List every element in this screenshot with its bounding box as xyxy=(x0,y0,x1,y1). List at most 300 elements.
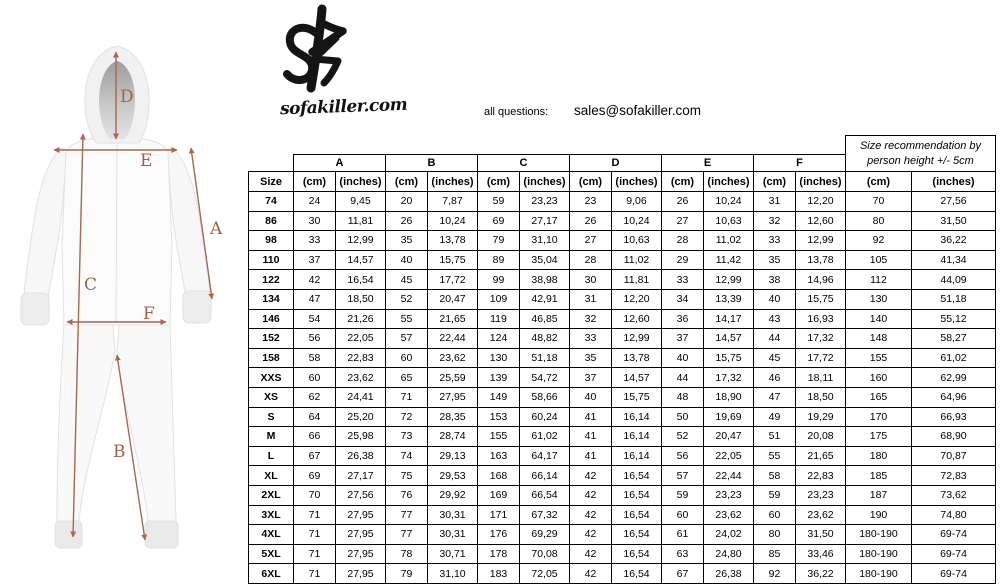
size-label: 110 xyxy=(249,250,294,270)
measurement-cell: 85 xyxy=(754,544,796,564)
measurement-cell: 56 xyxy=(662,446,704,466)
measurement-cell: 14,57 xyxy=(704,329,754,349)
measurement-cell: 178 xyxy=(478,544,520,564)
measurement-cell: 16,14 xyxy=(612,446,662,466)
measurement-cell: 26 xyxy=(662,192,704,212)
size-label: 122 xyxy=(249,270,294,290)
measurement-cell: 163 xyxy=(478,446,520,466)
measurement-cell: 16,14 xyxy=(612,407,662,427)
table-row xyxy=(249,446,996,466)
measurement-cell: 36,22 xyxy=(912,231,996,251)
measure-label-c: C xyxy=(84,275,98,295)
measurement-cell: 17,32 xyxy=(704,368,754,388)
measurement-cell: 33 xyxy=(294,231,336,251)
size-label: 3XL xyxy=(249,505,294,525)
unit-inches: (inches) xyxy=(428,172,478,192)
measurement-cell: 165 xyxy=(846,387,912,407)
measurement-cell: 92 xyxy=(754,564,796,584)
measurement-cell: 42 xyxy=(570,485,612,505)
column-header-c: C xyxy=(478,155,570,172)
measurement-cell: 54,72 xyxy=(520,368,570,388)
measurement-cell: 30,31 xyxy=(428,505,478,525)
measurement-cell: 21,65 xyxy=(428,309,478,329)
measure-label-e: E xyxy=(140,151,153,171)
measurement-cell: 61 xyxy=(662,525,704,545)
measurement-cell: 16,54 xyxy=(612,544,662,564)
unit-cm: (cm) xyxy=(662,172,704,192)
measurement-cell: 27,56 xyxy=(336,485,386,505)
measurement-cell: 58 xyxy=(294,348,336,368)
measurement-cell: 10,63 xyxy=(704,211,754,231)
measurement-cell: 23,62 xyxy=(796,505,846,525)
garment-diagram xyxy=(0,0,250,584)
measurement-cell: 52 xyxy=(386,289,428,309)
measurement-cell: 16,54 xyxy=(612,525,662,545)
measurement-cell: 140 xyxy=(846,309,912,329)
table-row xyxy=(249,427,996,447)
measurement-cell: 99 xyxy=(478,270,520,290)
measurement-cell: 70,08 xyxy=(520,544,570,564)
measurement-cell: 24,80 xyxy=(704,544,754,564)
measurement-cell: 180-190 xyxy=(846,525,912,545)
measurement-cell: 71 xyxy=(386,387,428,407)
measurement-cell: 27,95 xyxy=(336,525,386,545)
measurement-cell: 168 xyxy=(478,466,520,486)
table-row xyxy=(249,368,996,388)
measurement-cell: 22,83 xyxy=(796,466,846,486)
measurement-cell: 17,72 xyxy=(428,270,478,290)
measurement-cell: 47 xyxy=(294,289,336,309)
measurement-cell: 80 xyxy=(846,211,912,231)
measurement-cell: 48,82 xyxy=(520,329,570,349)
measurement-cell: 52 xyxy=(662,427,704,447)
measurement-cell: 66 xyxy=(294,427,336,447)
measurement-cell: 56 xyxy=(294,329,336,349)
unit-cm: (cm) xyxy=(570,172,612,192)
measurement-cell: 28 xyxy=(570,250,612,270)
measurement-cell: 62,99 xyxy=(912,368,996,388)
measurement-cell: 15,75 xyxy=(612,387,662,407)
measurement-cell: 64,17 xyxy=(520,446,570,466)
measurement-cell: 16,54 xyxy=(612,466,662,486)
measurement-cell: 58,66 xyxy=(520,387,570,407)
unit-cm: (cm) xyxy=(478,172,520,192)
measurement-cell: 44 xyxy=(754,329,796,349)
measurement-cell: 26,38 xyxy=(704,564,754,584)
measurement-cell: 16,54 xyxy=(612,505,662,525)
measurement-cell: 71 xyxy=(294,525,336,545)
table-row xyxy=(249,309,996,329)
measurement-cell: 43 xyxy=(754,309,796,329)
measurement-cell: 153 xyxy=(478,407,520,427)
measurement-cell: 66,54 xyxy=(520,485,570,505)
measurement-cell: 23,23 xyxy=(796,485,846,505)
measurement-cell: 33,46 xyxy=(796,544,846,564)
measurement-cell: 35 xyxy=(570,348,612,368)
measurement-cell: 60,24 xyxy=(520,407,570,427)
measurement-cell: 58,27 xyxy=(912,329,996,349)
measurement-cell: 34 xyxy=(662,289,704,309)
size-label: 86 xyxy=(249,211,294,231)
measurement-cell: 29,13 xyxy=(428,446,478,466)
measurement-cell: 27,95 xyxy=(336,505,386,525)
measurement-cell: 29 xyxy=(662,250,704,270)
size-label: 2XL xyxy=(249,485,294,505)
measurement-cell: 28 xyxy=(662,231,704,251)
measurement-cell: 32 xyxy=(570,309,612,329)
measurement-cell: 27 xyxy=(570,231,612,251)
measurement-cell: 18,50 xyxy=(796,387,846,407)
measurement-cell: 41,34 xyxy=(912,250,996,270)
measurement-cell: 42 xyxy=(570,505,612,525)
measurement-cell: 59 xyxy=(662,485,704,505)
measurement-cell: 55,12 xyxy=(912,309,996,329)
measurement-cell: 51,18 xyxy=(912,289,996,309)
measurement-cell: 19,29 xyxy=(796,407,846,427)
measurement-cell: 72 xyxy=(386,407,428,427)
column-header-f: F xyxy=(754,155,846,172)
measurement-cell: 40 xyxy=(386,250,428,270)
measurement-cell: 32 xyxy=(754,211,796,231)
measurement-cell: 21,26 xyxy=(336,309,386,329)
measurement-cell: 62 xyxy=(294,387,336,407)
measurement-cell: 77 xyxy=(386,505,428,525)
measurement-cell: 16,14 xyxy=(612,427,662,447)
measurement-cell: 19,69 xyxy=(704,407,754,427)
measurement-cell: 80 xyxy=(754,525,796,545)
measurement-cell: 38,98 xyxy=(520,270,570,290)
measurement-cell: 45 xyxy=(754,348,796,368)
measurement-cell: 70,87 xyxy=(912,446,996,466)
measurement-cell: 71 xyxy=(294,564,336,584)
measurement-cell: 69 xyxy=(294,466,336,486)
measurement-cell: 38 xyxy=(754,270,796,290)
measurement-cell: 70 xyxy=(294,485,336,505)
measurement-cell: 68,90 xyxy=(912,427,996,447)
measurement-cell: 190 xyxy=(846,505,912,525)
measurement-cell: 22,05 xyxy=(704,446,754,466)
unit-inches: (inches) xyxy=(612,172,662,192)
measurement-cell: 36,22 xyxy=(796,564,846,584)
measurement-cell: 79 xyxy=(478,231,520,251)
measurement-cell: 46,85 xyxy=(520,309,570,329)
measurement-cell: 27,17 xyxy=(520,211,570,231)
measurement-cell: 33 xyxy=(570,329,612,349)
measurement-cell: 27 xyxy=(662,211,704,231)
measurement-cell: 26,38 xyxy=(336,446,386,466)
size-label: 152 xyxy=(249,329,294,349)
size-label: S xyxy=(249,407,294,427)
measurement-cell: 12,99 xyxy=(704,270,754,290)
measurement-cell: 15,75 xyxy=(428,250,478,270)
unit-inches: (inches) xyxy=(520,172,570,192)
table-row xyxy=(249,466,996,486)
measurement-cell: 69 xyxy=(478,211,520,231)
measurement-cell: 20 xyxy=(386,192,428,212)
measurement-cell: 20,47 xyxy=(428,289,478,309)
measurement-cell: 67 xyxy=(662,564,704,584)
measurement-cell: 11,02 xyxy=(612,250,662,270)
measurement-cell: 42 xyxy=(294,270,336,290)
size-label: 5XL xyxy=(249,544,294,564)
measure-label-a: A xyxy=(210,219,223,239)
measurement-cell: 31,50 xyxy=(796,525,846,545)
measurement-cell: 25,98 xyxy=(336,427,386,447)
measurement-cell: 24 xyxy=(294,192,336,212)
measurement-cell: 18,90 xyxy=(704,387,754,407)
measurement-cell: 51 xyxy=(754,427,796,447)
column-header-a: A xyxy=(294,155,386,172)
measurement-cell: 75 xyxy=(386,466,428,486)
measurement-cell: 31 xyxy=(570,289,612,309)
measurement-cell: 37 xyxy=(662,329,704,349)
measurement-cell: 57 xyxy=(386,329,428,349)
measurement-cell: 44,09 xyxy=(912,270,996,290)
measurement-cell: 14,96 xyxy=(796,270,846,290)
measurement-cell: 67,32 xyxy=(520,505,570,525)
measurement-cell: 64,96 xyxy=(912,387,996,407)
measurement-cell: 61,02 xyxy=(912,348,996,368)
size-label: XXS xyxy=(249,368,294,388)
unit-inches: (inches) xyxy=(336,172,386,192)
measurement-cell: 33 xyxy=(662,270,704,290)
size-table xyxy=(248,135,996,584)
size-label: L xyxy=(249,446,294,466)
measurement-cell: 71 xyxy=(294,505,336,525)
unit-inches: (inches) xyxy=(796,172,846,192)
measurement-cell: 169 xyxy=(478,485,520,505)
size-label: XS xyxy=(249,387,294,407)
measurement-cell: 12,20 xyxy=(612,289,662,309)
measurement-cell: 12,60 xyxy=(796,211,846,231)
measurement-cell: 17,72 xyxy=(796,348,846,368)
size-label: XL xyxy=(249,466,294,486)
measurement-cell: 18,50 xyxy=(336,289,386,309)
measurement-cell: 170 xyxy=(846,407,912,427)
measurement-cell: 42 xyxy=(570,544,612,564)
measurement-cell: 60 xyxy=(294,368,336,388)
measurement-cell: 66,14 xyxy=(520,466,570,486)
measurement-cell: 76 xyxy=(386,485,428,505)
measurement-cell: 54 xyxy=(294,309,336,329)
measurement-cell: 46 xyxy=(754,368,796,388)
measurement-cell: 180 xyxy=(846,446,912,466)
measurement-cell: 10,24 xyxy=(704,192,754,212)
measurement-cell: 37 xyxy=(570,368,612,388)
unit-inches: (inches) xyxy=(704,172,754,192)
measurement-cell: 60 xyxy=(386,348,428,368)
measurement-cell: 155 xyxy=(478,427,520,447)
measurement-cell: 30 xyxy=(294,211,336,231)
measurement-cell: 27,17 xyxy=(336,466,386,486)
measurement-cell: 9,06 xyxy=(612,192,662,212)
measurement-cell: 25,20 xyxy=(336,407,386,427)
measurement-cell: 50 xyxy=(662,407,704,427)
measurement-cell: 28,74 xyxy=(428,427,478,447)
measurement-cell: 149 xyxy=(478,387,520,407)
measurement-cell: 14,57 xyxy=(612,368,662,388)
measure-label-f: F xyxy=(143,304,155,324)
measurement-cell: 16,93 xyxy=(796,309,846,329)
measurement-cell: 65 xyxy=(386,368,428,388)
table-row xyxy=(249,564,996,584)
measurement-cell: 63 xyxy=(662,544,704,564)
measurement-cell: 70 xyxy=(846,192,912,212)
measurement-cell: 11,81 xyxy=(612,270,662,290)
measurement-cell: 92 xyxy=(846,231,912,251)
measurement-cell: 41 xyxy=(570,427,612,447)
measurement-cell: 27,95 xyxy=(336,544,386,564)
unit-cm: (cm) xyxy=(754,172,796,192)
contact-label: all questions: xyxy=(484,106,549,118)
measurement-cell: 139 xyxy=(478,368,520,388)
measurement-cell: 51,18 xyxy=(520,348,570,368)
measurement-cell: 57 xyxy=(662,466,704,486)
column-header-d: D xyxy=(570,155,662,172)
contact-email: sales@sofakiller.com xyxy=(574,103,701,118)
table-row xyxy=(249,348,996,368)
measurement-cell: 171 xyxy=(478,505,520,525)
table-row xyxy=(249,407,996,427)
table-row xyxy=(249,387,996,407)
unit-cm: (cm) xyxy=(846,172,912,192)
measurement-cell: 183 xyxy=(478,564,520,584)
measurement-cell: 30,31 xyxy=(428,525,478,545)
measurement-cell: 119 xyxy=(478,309,520,329)
measure-label-b: B xyxy=(113,442,126,462)
measurement-cell: 7,87 xyxy=(428,192,478,212)
table-row xyxy=(249,270,996,290)
measurement-cell: 24,02 xyxy=(704,525,754,545)
measurement-cell: 42 xyxy=(570,525,612,545)
measurement-cell: 13,78 xyxy=(796,250,846,270)
measurement-cell: 69-74 xyxy=(912,525,996,545)
unit-inches: (inches) xyxy=(912,172,996,192)
measurement-cell: 176 xyxy=(478,525,520,545)
measurement-cell: 35,04 xyxy=(520,250,570,270)
size-label: 158 xyxy=(249,348,294,368)
measurement-cell: 155 xyxy=(846,348,912,368)
measurement-cell: 55 xyxy=(754,446,796,466)
measurement-cell: 55 xyxy=(386,309,428,329)
measurement-cell: 130 xyxy=(478,348,520,368)
measurement-cell: 20,08 xyxy=(796,427,846,447)
measurement-cell: 180-190 xyxy=(846,544,912,564)
measurement-cell: 31,50 xyxy=(912,211,996,231)
measurement-cell: 42,91 xyxy=(520,289,570,309)
measurement-cell: 11,42 xyxy=(704,250,754,270)
measurement-cell: 23 xyxy=(570,192,612,212)
measurement-cell: 112 xyxy=(846,270,912,290)
measurement-cell: 22,44 xyxy=(428,329,478,349)
size-label: M xyxy=(249,427,294,447)
measurement-cell: 26 xyxy=(570,211,612,231)
measurement-cell: 69-74 xyxy=(912,544,996,564)
measurement-cell: 49 xyxy=(754,407,796,427)
measurement-cell: 12,20 xyxy=(796,192,846,212)
table-row xyxy=(249,211,996,231)
measurement-cell: 12,60 xyxy=(612,309,662,329)
measurement-cell: 60 xyxy=(662,505,704,525)
measurement-cell: 130 xyxy=(846,289,912,309)
measurement-cell: 89 xyxy=(478,250,520,270)
measurement-cell: 22,05 xyxy=(336,329,386,349)
unit-cm: (cm) xyxy=(386,172,428,192)
measurement-cell: 71 xyxy=(294,544,336,564)
measurement-cell: 29,92 xyxy=(428,485,478,505)
measurement-cell: 13,78 xyxy=(428,231,478,251)
measurement-cell: 22,83 xyxy=(336,348,386,368)
column-header-b: B xyxy=(386,155,478,172)
measurement-cell: 66,93 xyxy=(912,407,996,427)
measure-label-d: D xyxy=(120,87,134,107)
measurement-cell: 12,99 xyxy=(336,231,386,251)
unit-cm: (cm) xyxy=(294,172,336,192)
measurement-cell: 26 xyxy=(386,211,428,231)
measurement-cell: 11,81 xyxy=(336,211,386,231)
size-label: 98 xyxy=(249,231,294,251)
table-row xyxy=(249,192,996,212)
measurement-cell: 16,54 xyxy=(336,270,386,290)
measurement-cell: 73,62 xyxy=(912,485,996,505)
measurement-cell: 12,99 xyxy=(796,231,846,251)
table-row xyxy=(249,329,996,349)
measurement-cell: 10,63 xyxy=(612,231,662,251)
measurement-cell: 10,24 xyxy=(612,211,662,231)
measurement-cell: 64 xyxy=(294,407,336,427)
measurement-cell: 23,62 xyxy=(336,368,386,388)
measurement-cell: 42 xyxy=(570,564,612,584)
measurement-cell: 14,17 xyxy=(704,309,754,329)
measurement-cell: 20,47 xyxy=(704,427,754,447)
sk-logo-icon xyxy=(282,4,402,100)
measurement-cell: 15,75 xyxy=(704,348,754,368)
measurement-cell: 11,02 xyxy=(704,231,754,251)
measurement-cell: 78 xyxy=(386,544,428,564)
measurement-cell: 40 xyxy=(570,387,612,407)
measurement-cell: 35 xyxy=(754,250,796,270)
size-label: 4XL xyxy=(249,525,294,545)
measurement-cell: 18,11 xyxy=(796,368,846,388)
measurement-cell: 31,10 xyxy=(520,231,570,251)
measurement-cell: 16,54 xyxy=(612,564,662,584)
measurement-cell: 40 xyxy=(754,289,796,309)
measurement-cell: 25,59 xyxy=(428,368,478,388)
measurement-cell: 180-190 xyxy=(846,564,912,584)
size-label: 134 xyxy=(249,289,294,309)
brand-site-text: sofakiller.com xyxy=(279,94,408,120)
size-table-body xyxy=(249,192,996,584)
measurement-cell: 74,80 xyxy=(912,505,996,525)
measurement-cell: 14,57 xyxy=(336,250,386,270)
measurement-cell: 73 xyxy=(386,427,428,447)
measurement-cell: 23,62 xyxy=(428,348,478,368)
measurement-cell: 13,78 xyxy=(612,348,662,368)
table-row xyxy=(249,231,996,251)
measurement-cell: 109 xyxy=(478,289,520,309)
table-row xyxy=(249,525,996,545)
measurement-cell: 40 xyxy=(662,348,704,368)
measurement-cell: 67 xyxy=(294,446,336,466)
measurement-cell: 45 xyxy=(386,270,428,290)
measurement-cell: 47 xyxy=(754,387,796,407)
table-row xyxy=(249,505,996,525)
measurement-cell: 30 xyxy=(570,270,612,290)
measurement-cell: 13,39 xyxy=(704,289,754,309)
measurement-cell: 60 xyxy=(754,505,796,525)
measurement-cell: 27,95 xyxy=(336,564,386,584)
measurement-cell: 187 xyxy=(846,485,912,505)
